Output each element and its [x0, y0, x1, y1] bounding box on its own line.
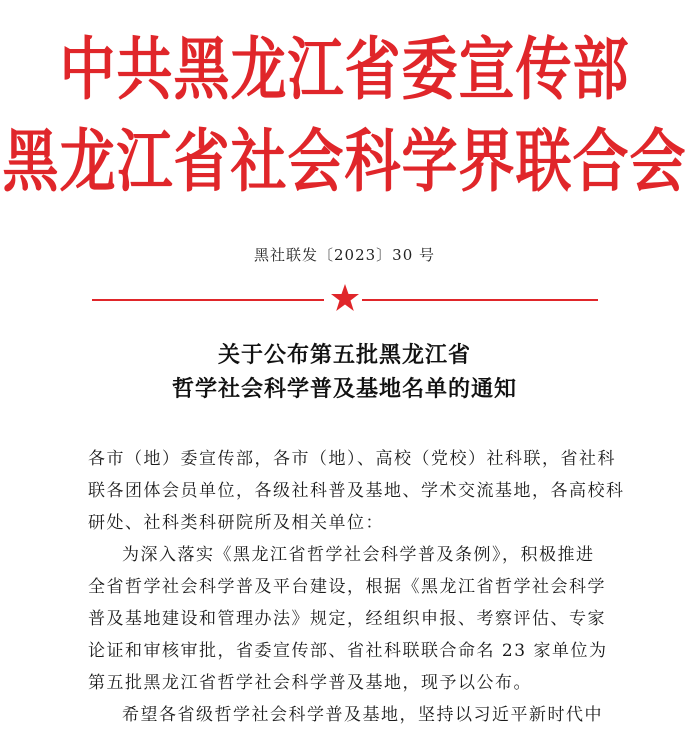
body-line: 希望各省级哲学社会科学普及基地，坚持以习近平新时代中: [122, 705, 603, 725]
body-line: 研处、社科类科研院所及相关单位：: [88, 513, 384, 533]
notice-title-line-2: 哲学社会科学普及基地名单的通知: [171, 376, 517, 402]
body-line: 论证和审核审批，省委宣传部、省社科联联合命名 23 家单位为: [88, 641, 608, 661]
red-star-icon: [330, 283, 360, 313]
body-line: 普及基地建设和管理办法》规定，经组织申报、考察评估、专家: [88, 609, 606, 629]
body-line: 联各团体会员单位，各级社科普及基地、学术交流基地，各高校科: [88, 481, 625, 501]
body-line: 为深入落实《黑龙江省哲学社会科学普及条例》，积极推进: [122, 545, 595, 565]
issuing-org-line-2: 黑龙江省社会科学界联合会: [2, 121, 687, 202]
red-divider-left: [92, 299, 324, 301]
issuing-org-line-1: 中共黑龙江省委宣传部: [59, 29, 630, 110]
notice-body: [88, 443, 625, 731]
body-line: 全省哲学社会科学普及平台建设，根据《黑龙江省哲学社会科学: [88, 577, 606, 597]
body-line: 各市（地）委宣传部，各市（地）、高校（党校）社科联，省社科: [88, 449, 616, 469]
document-number: 黑社联发〔2023〕30 号: [253, 246, 436, 264]
body-line: 第五批黑龙江省哲学社会科学普及基地，现予以公布。: [88, 673, 532, 693]
notice-title-line-1: 关于公布第五批黑龙江省: [217, 342, 471, 368]
red-divider-right: [362, 299, 598, 301]
